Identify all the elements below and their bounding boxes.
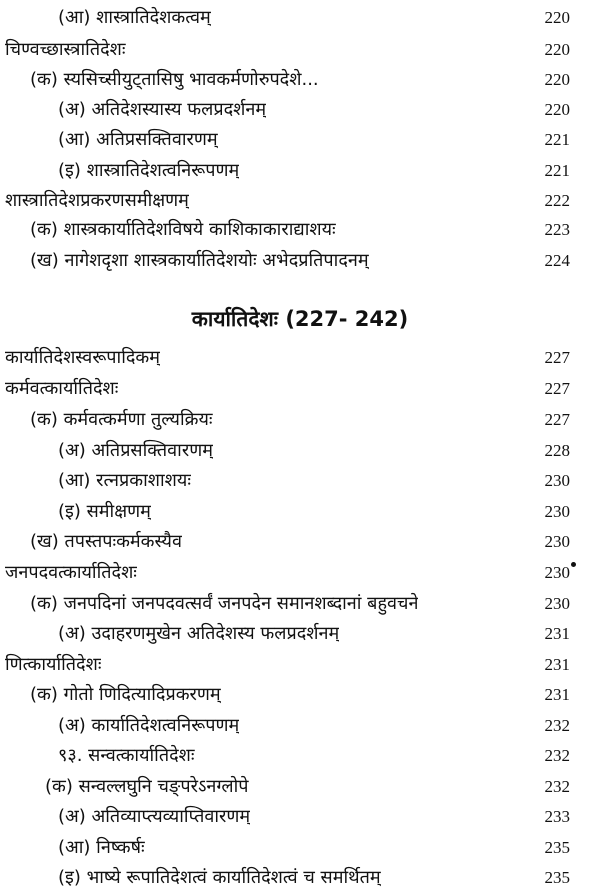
toc-entry-title: (आ) शास्त्रातिदेशकत्वम् [58, 7, 211, 28]
toc-entry-title: (इ) समीक्षणम् [58, 501, 151, 522]
toc-entry-page: 221 [544, 130, 570, 149]
toc-entry-title: (अ) अतिदेशस्यास्य फलप्रदर्शनम् [58, 99, 267, 120]
toc-entry-page: 231 [544, 685, 570, 704]
toc-entry-page: 235 [544, 838, 570, 857]
toc-entry-page: 230 [544, 502, 570, 521]
toc-entry [0, 590, 600, 618]
toc-entry-page: 220 [544, 70, 570, 89]
toc-entry-title: (अ) उदाहरणमुखेन अतिदेशस्य फलप्रदर्शनम् [58, 623, 340, 644]
toc-entry [0, 467, 600, 495]
toc-entry [0, 528, 600, 556]
toc-entry [0, 742, 600, 770]
toc-entry [0, 834, 600, 862]
toc-entry-title: शास्त्रातिदेशप्रकरणसमीक्षणम् [5, 190, 189, 211]
toc-entry [0, 773, 600, 801]
toc-entry [0, 803, 600, 831]
toc-entry-title: जनपदवत्कार्यातिदेशः [5, 562, 137, 583]
toc-entry [0, 4, 600, 32]
toc-entry-page: 220 [544, 100, 570, 119]
toc-entry [0, 66, 600, 94]
toc-entry [0, 559, 600, 587]
toc-entry-title: (अ) अतिप्रसक्तिवारणम् [58, 440, 213, 461]
toc-entry-title: (अ) कार्यातिदेशत्वनिरूपणम् [58, 715, 240, 736]
toc-entry [0, 157, 600, 185]
toc-entry-page: 232 [544, 777, 570, 796]
ink-dot [571, 562, 576, 567]
toc-entry-page: 235 [544, 868, 570, 887]
toc-entry-page: 233 [544, 807, 570, 826]
toc-entry-title: ९३. सन्वत्कार्यातिदेशः [58, 745, 195, 766]
toc-entry-page: 231 [544, 624, 570, 643]
toc-entry-title: (क) जनपदिनां जनपदवत्सर्वं जनपदेन समानशब्दानां बहुवचने [30, 593, 419, 614]
toc-entry-title: चिण्वच्छास्त्रातिदेशः [5, 39, 126, 60]
toc-entry [0, 375, 600, 403]
toc-entry-page: 222 [544, 191, 570, 210]
toc-entry-page: 230 [544, 594, 570, 613]
toc-entry-page: 220 [544, 8, 570, 27]
toc-entry [0, 406, 600, 434]
toc-entry-title: कार्यातिदेशस्वरूपादिकम् [5, 347, 160, 368]
toc-entry-page: 231 [544, 655, 570, 674]
toc-entry-title: (ख) नागेशदृशा शास्त्रकार्यातिदेशयोः अभेदप्रतिपादनम् [30, 250, 369, 271]
toc-entry [0, 187, 600, 215]
toc-entry [0, 437, 600, 465]
toc-entry [0, 96, 600, 124]
toc-entry-title: (ख) तपस्तपःकर्मकस्यैव [30, 531, 182, 552]
toc-entry-title: (आ) रत्नप्रकाशाशयः [58, 470, 191, 491]
toc-entry [0, 247, 600, 275]
toc-entry-title: (अ) अतिव्याप्त्यव्याप्तिवारणम् [58, 806, 251, 827]
toc-entry-page: 223 [544, 220, 570, 239]
toc-entry [0, 216, 600, 244]
toc-entry-title: (क) स्यसिच्सीयुट्तासिषु भावकर्मणोरुपदेशे... [30, 69, 319, 90]
toc-entry-title: (आ) निष्कर्षः [58, 837, 145, 858]
toc-entry-title: (क) शास्त्रकार्यातिदेशविषये काशिकाकाराद्याशयः [30, 219, 336, 240]
toc-entry-page: 220 [544, 40, 570, 59]
toc-entry-page: 232 [544, 716, 570, 735]
toc-entry-page: 230 [544, 563, 570, 582]
toc-entry-page: 227 [544, 379, 570, 398]
toc-entry-title: (क) गोतो णिदित्यादिप्रकरणम् [30, 684, 221, 705]
toc-entry [0, 344, 600, 372]
toc-entry [0, 651, 600, 679]
toc-entry [0, 498, 600, 526]
toc-entry-title: (इ) शास्त्रातिदेशत्वनिरूपणम् [58, 160, 240, 181]
toc-entry [0, 864, 600, 892]
toc-entry-title: (क) सन्वल्लघुनि चङ्परेऽनग्लोपे [45, 776, 249, 797]
toc-entry-page: 232 [544, 746, 570, 765]
toc-entry-title: णित्कार्यातिदेशः [5, 654, 102, 675]
toc-entry-title: (आ) अतिप्रसक्तिवारणम् [58, 129, 218, 150]
toc-entry [0, 620, 600, 648]
toc-entry [0, 36, 600, 64]
toc-entry [0, 712, 600, 740]
toc-entry-page: 230 [544, 532, 570, 551]
section-heading: कार्यातिदेशः (227- 242) [191, 307, 409, 331]
toc-entry-title: कर्मवत्कार्यातिदेशः [5, 378, 119, 399]
toc-entry-title: (इ) भाष्ये रूपातिदेशत्वं कार्यातिदेशत्वं च समर्थितम् [58, 867, 381, 888]
toc-entry-page: 227 [544, 410, 570, 429]
toc-entry [0, 126, 600, 154]
toc-entry-page: 224 [544, 251, 570, 270]
toc-entry-title: (क) कर्मवत्कर्मणा तुल्यक्रियः [30, 409, 213, 430]
toc-entry [0, 681, 600, 709]
toc-entry-page: 228 [544, 441, 570, 460]
toc-entry-page: 230 [544, 471, 570, 490]
toc-entry-page: 227 [544, 348, 570, 367]
toc-entry-page: 221 [544, 161, 570, 180]
